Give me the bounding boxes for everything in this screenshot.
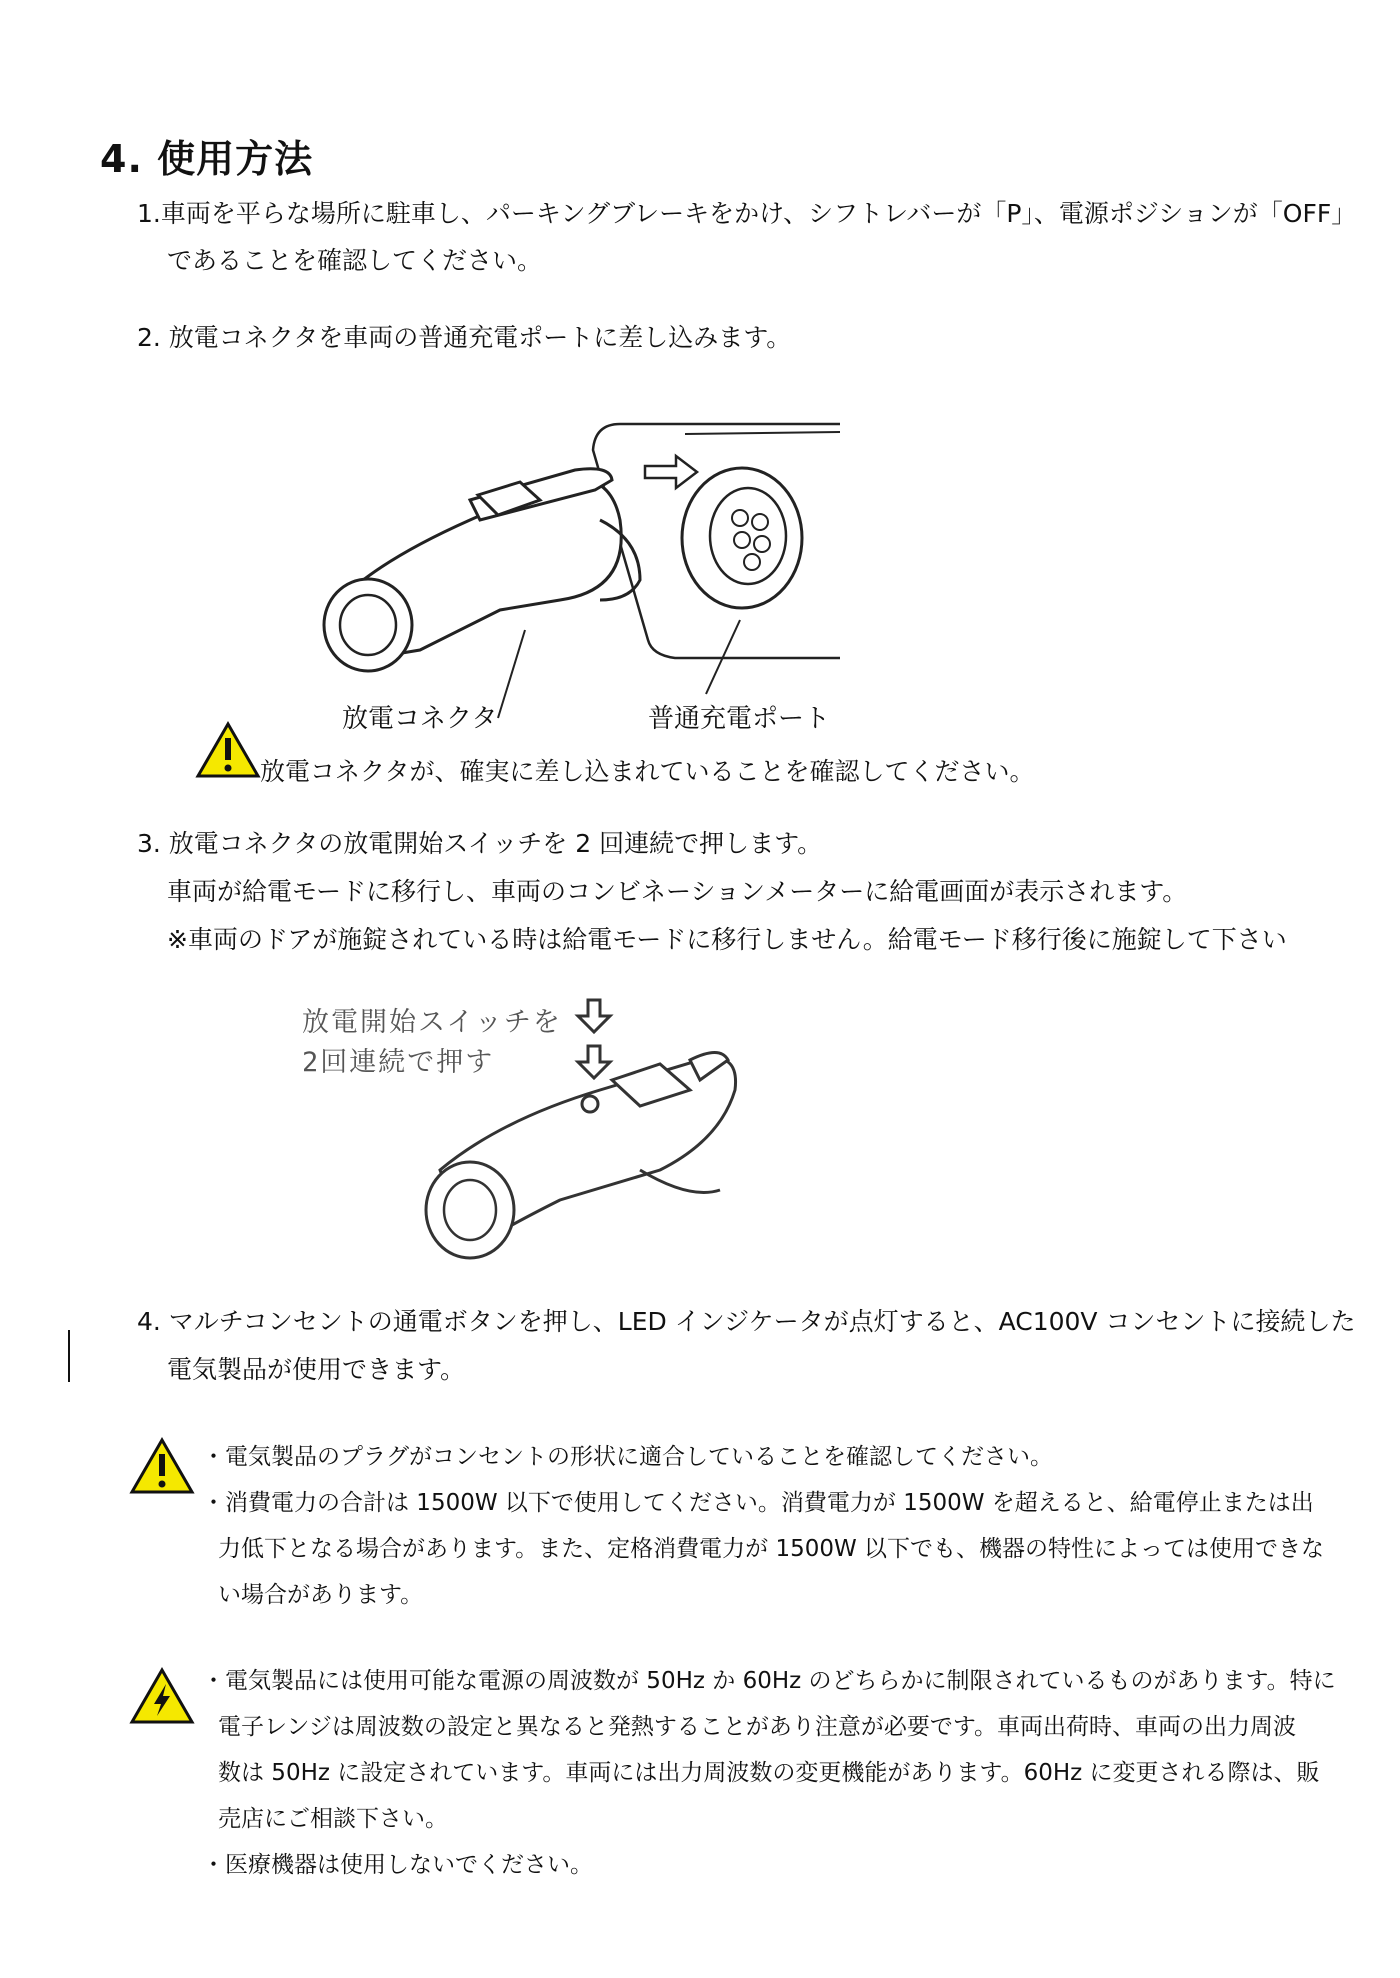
down-arrow-icon <box>578 1046 610 1078</box>
caution-1-bullet-2-line-2: 力低下となる場合があります。また、定格消費電力が 1500W 以下でも、機器の特性によっては使用できな <box>218 1536 1325 1562</box>
caution-1-bullet-1: ・電気製品のプラグがコンセントの形状に適合していることを確認してください。 <box>202 1444 1053 1470</box>
step-3-line-2: 車両が給電モードに移行し、車両のコンビネーションメーターに給電画面が表示されます。 <box>167 877 1188 906</box>
caution-1-bullet-2-line-3: い場合があります。 <box>218 1582 424 1608</box>
step-4-line-1: 4. マルチコンセントの通電ボタンを押し、LED インジケータが点灯すると、AC100V コンセントに接続した <box>137 1307 1356 1336</box>
warning-connector-inserted: 放電コネクタが、確実に差し込まれていることを確認してください。 <box>260 757 1035 786</box>
step-3-line-1: 3. 放電コネクタの放電開始スイッチを 2 回連続で押します。 <box>137 829 823 858</box>
label-charge-port: 普通充電ポート <box>648 704 831 734</box>
caution-2-bullet-1-line-1: ・電気製品には使用可能な電源の周波数が 50Hz か 60Hz のどちらかに制限されているものがあります。特に <box>202 1668 1336 1694</box>
label-switch-line-2: 2回連続で押す <box>302 1047 495 1078</box>
label-discharge-connector: 放電コネクタ <box>342 704 498 734</box>
step-2: 2. 放電コネクタを車両の普通充電ポートに差し込みます。 <box>137 323 792 352</box>
electric-hazard-icon <box>130 1668 194 1724</box>
caution-2-bullet-1-line-2: 電子レンジは周波数の設定と異なると発熱することがあり注意が必要です。車両出荷時、車両の出力周波 <box>218 1714 1297 1740</box>
step-3-line-3: ※車両のドアが施錠されている時は給電モードに移行しません。給電モード移行後に施錠して下さい <box>167 925 1287 954</box>
step-1-line-1: 1.車両を平らな場所に駐車し、パーキングブレーキをかけ、シフトレバーが「P」、電源ポジションが「OFF」 <box>137 199 1357 228</box>
caution-2-bullet-1-line-3: 数は 50Hz に設定されています。車両には出力周波数の変更機能があります。60Hz に変更される際は、販 <box>218 1760 1320 1786</box>
caution-2-bullet-1-line-4: 売店にご相談下さい。 <box>218 1806 448 1832</box>
step-4-line-2: 電気製品が使用できます。 <box>167 1355 466 1384</box>
warning-triangle-icon <box>130 1438 194 1494</box>
caution-2-bullet-2: ・医療機器は使用しないでください。 <box>202 1852 593 1878</box>
label-switch-line-1: 放電開始スイッチを <box>302 1007 562 1038</box>
step-1-line-2: であることを確認してください。 <box>167 246 543 275</box>
down-arrow-icon <box>578 1000 610 1032</box>
caution-1-bullet-2-line-1: ・消費電力の合計は 1500W 以下で使用してください。消費電力が 1500W を超えると、給電停止または出 <box>202 1490 1314 1516</box>
revision-bar <box>68 1330 70 1382</box>
section-title: 4. 使用方法 <box>100 137 314 181</box>
discharge-connector-icon <box>426 1053 736 1259</box>
